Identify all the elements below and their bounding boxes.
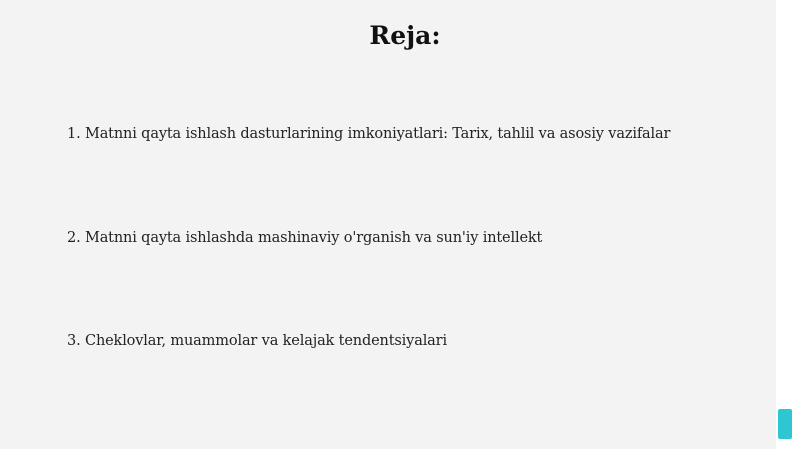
- slide-title: Reja:: [369, 21, 441, 50]
- plan-item-3: 3. Cheklovlar, muammolar va kelajak tendentsiyalari: [67, 333, 447, 349]
- plan-item-2: 2. Matnni qayta ishlashda mashinaviy o'rganish va sun'iy intellekt: [67, 230, 543, 246]
- scrollbar-track[interactable]: [776, 0, 800, 449]
- plan-item-1: 1. Matnni qayta ishlash dasturlarining imkoniyatlari: Tarix, tahlil va asosiy vazifalar: [67, 126, 671, 142]
- scrollbar-thumb[interactable]: [778, 409, 792, 439]
